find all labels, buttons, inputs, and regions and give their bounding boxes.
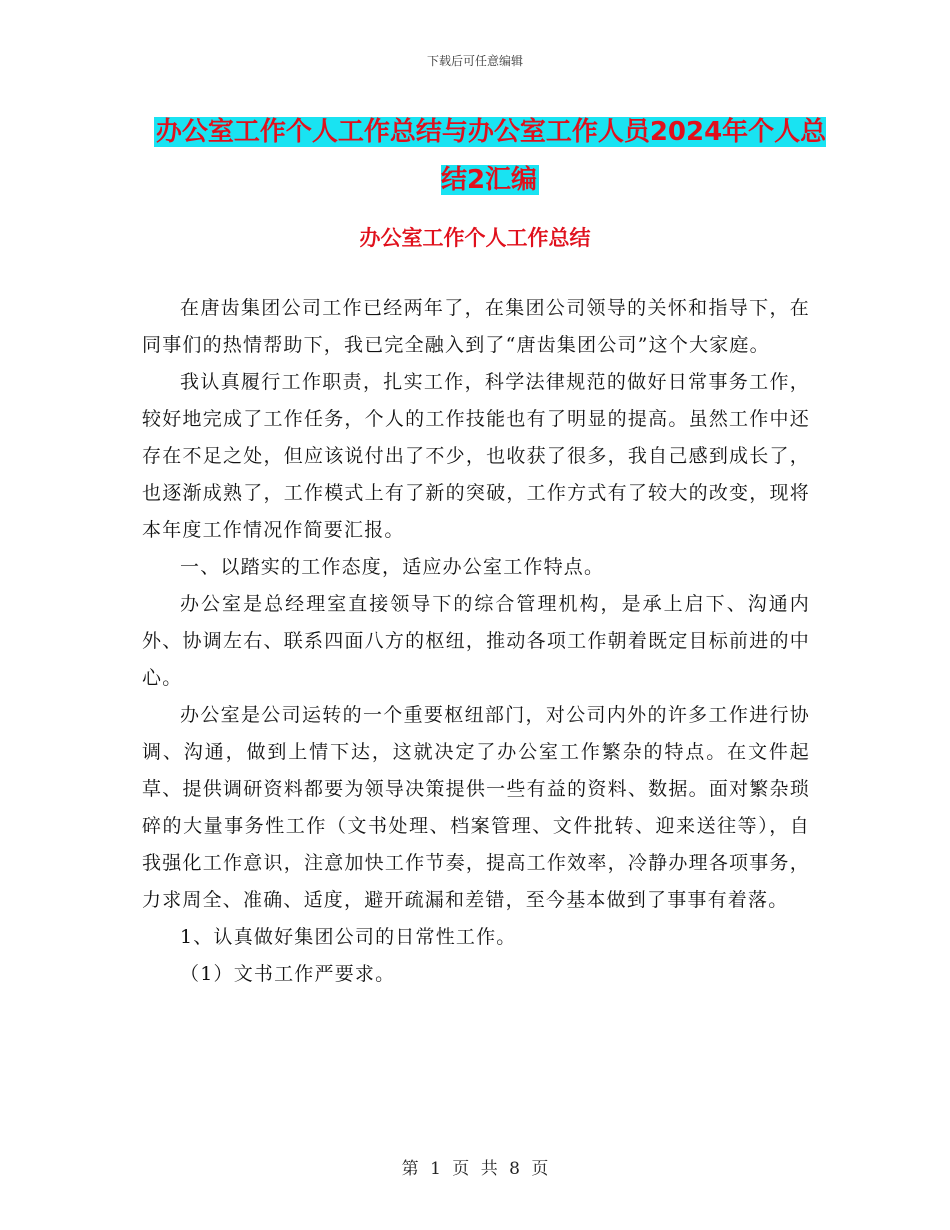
- paragraph: 办公室是公司运转的一个重要枢纽部门，对公司内外的许多工作进行协调、沟通，做到上情下达，这就决定了办公室工作繁杂的特点。在文件起草、提供调研资料都要为领导决策提供一些有益的资料、数据。面对繁杂琐碎的大量事务性工作（文书处理、档案管理、文件批转、迎来送往等），自我强化工作意识，注意加快工作节奏，提高工作效率，冷静办理各项事务，力求周全、准确、适度，避开疏漏和差错，至今基本做到了事事有着落。: [142, 704, 810, 911]
- page-header-note: 下载后可任意编辑: [426, 54, 523, 68]
- document-title: [150, 108, 830, 204]
- paragraph: 在唐齿集团公司工作已经两年了，在集团公司领导的关怀和指导下，在同事们的热情帮助下，我已完全融入到了“唐齿集团公司”这个大家庭。: [142, 297, 810, 356]
- page-number: 第 1 页 共 8 页: [401, 1159, 549, 1179]
- paragraph: 我认真履行工作职责，扎实工作，科学法律规范的做好日常事务工作，较好地完成了工作任务，个人的工作技能也有了明显的提高。虽然工作中还存在不足之处，但应该说付出了不少，也收获了很多，我自己感到成长了，也逐渐成熟了，工作模式上有了新的突破，工作方式有了较大的改变，现将本年度工作情况作简要汇报。: [142, 371, 810, 541]
- paragraph: 1、认真做好集团公司的日常性工作。: [180, 926, 517, 948]
- document-body: [142, 290, 810, 993]
- document-title-text: 办公室工作个人工作总结与办公室工作人员2024年个人总结2汇编: [155, 117, 827, 195]
- paragraph: 办公室是总经理室直接领导下的综合管理机构，是承上启下、沟通内外、协调左右、联系四面八方的枢纽，推动各项工作朝着既定目标前进的中心。: [142, 593, 810, 689]
- paragraph: （1）文书工作严要求。: [180, 963, 396, 985]
- paragraph: 一、以踏实的工作态度，适应办公室工作特点。: [180, 556, 605, 578]
- section-title: 办公室工作个人工作总结: [359, 226, 591, 250]
